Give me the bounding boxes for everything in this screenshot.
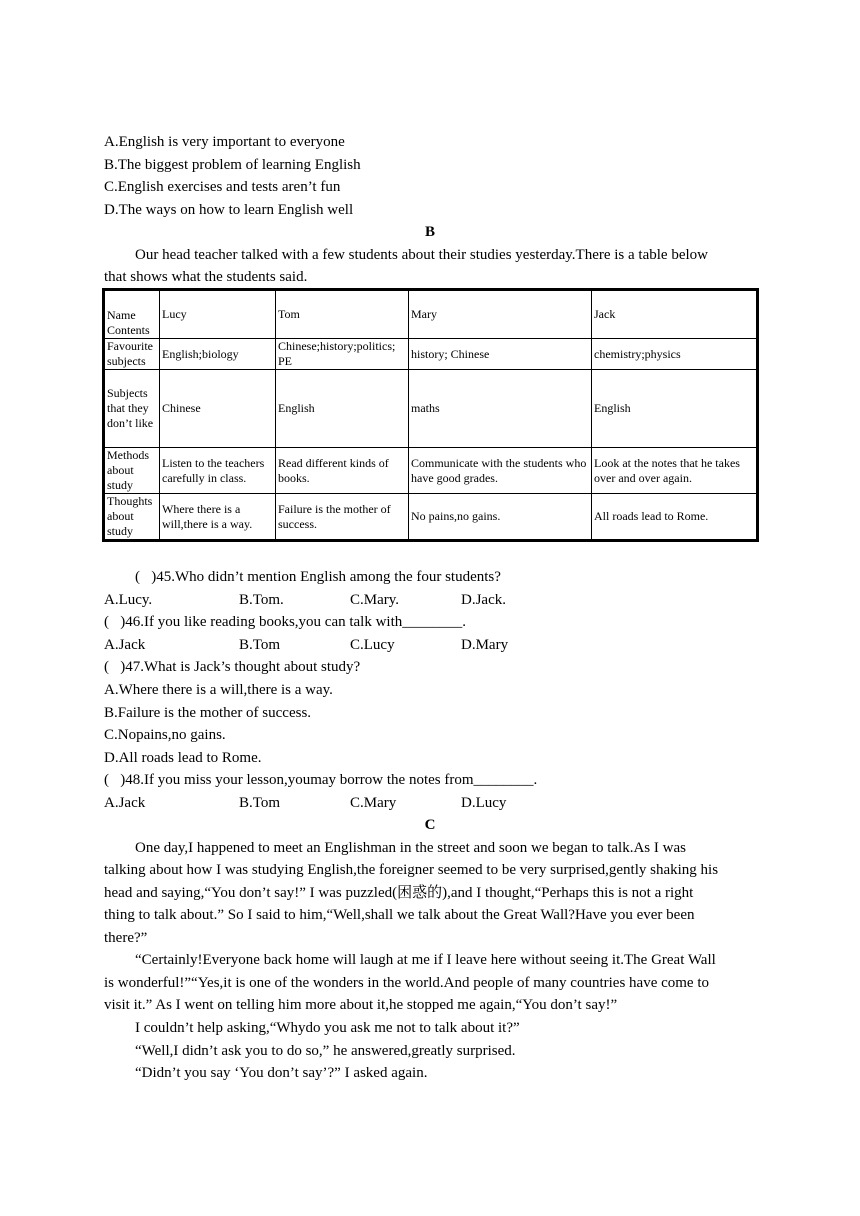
q45-option-d: D.Jack. [461, 592, 506, 608]
corner-name-label: Name [107, 308, 136, 322]
table-cell: Where there is a will,there is a way. [160, 494, 276, 541]
option-b: B.The biggest problem of learning English [104, 157, 361, 173]
table-cell: chemistry;physics [592, 339, 758, 370]
passage-line: talking about how I was studying English,the foreigner seemed to be very surprised,gently shaking his [104, 862, 719, 878]
q48-option-b: B.Tom [239, 795, 281, 811]
table-cell: Listen to the teachers carefully in class. [160, 448, 276, 494]
header-name-tom: Tom [276, 290, 409, 339]
q46-option-d: D.Mary [461, 637, 509, 653]
passage-line: is wonderful!”“Yes,it is one of the wonders in the world.And people of many countries have come to [104, 975, 710, 991]
q47-option-c: C.Nopains,no gains. [104, 727, 226, 743]
table-cell: English;biology [160, 339, 276, 370]
question-47-stem: ( )47.What is Jack’s thought about study? [104, 659, 361, 675]
table-corner-cell [104, 290, 160, 339]
passage-line: “Certainly!Everyone back home will laugh at me if I leave here without seeing it.The Great Wall [135, 952, 716, 968]
option-c: C.English exercises and tests aren’t fun [104, 179, 341, 195]
corner-contents-label: Contents [107, 323, 150, 337]
passage-line: “Well,I didn’t ask you to do so,” he answered,greatly surprised. [135, 1043, 516, 1059]
option-a: A.English is very important to everyone [104, 134, 345, 150]
row-label: Subjects that they don’t like [104, 370, 160, 448]
table-cell: English [592, 370, 758, 448]
table-cell: Failure is the mother of success. [276, 494, 409, 541]
q45-option-b: B.Tom. [239, 592, 284, 608]
table-row [104, 448, 758, 494]
student-study-table [102, 288, 759, 542]
table-cell: Chinese;history;politics; PE [276, 339, 409, 370]
q46-option-c: C.Lucy [350, 637, 395, 653]
table-row [104, 494, 758, 541]
passage-line: thing to talk about.” So I said to him,“Well,shall we talk about the Great Wall?Have you ever been [104, 907, 695, 923]
passage-line: “Didn’t you say ‘You don’t say’?” I asked again. [135, 1065, 428, 1081]
passage-line: visit it.” As I went on telling him more about it,he stopped me again,“You don’t say!” [104, 997, 618, 1013]
q48-option-d: D.Lucy [461, 795, 507, 811]
section-b-heading: B [424, 224, 435, 240]
table-cell: Read different kinds of books. [276, 448, 409, 494]
q45-option-a: A.Lucy. [104, 592, 153, 608]
header-name-jack: Jack [592, 290, 758, 339]
question-45-stem: ( )45.Who didn’t mention English among the four students? [135, 569, 501, 585]
header-name-lucy: Lucy [160, 290, 276, 339]
q45-option-c: C.Mary. [350, 592, 400, 608]
header-name-mary: Mary [409, 290, 592, 339]
row-label: Favourite subjects [104, 339, 160, 370]
passage-line: head and saying,“You don’t say!” I was puzzled(困惑的),and I thought,“Perhaps this is not a right [104, 885, 694, 901]
table-cell: Communicate with the students who have good grades. [409, 448, 592, 494]
q47-option-b: B.Failure is the mother of success. [104, 705, 312, 721]
passage-line: One day,I happened to meet an Englishman in the street and soon we began to talk.As I was [135, 840, 686, 856]
table-cell: No pains,no gains. [409, 494, 592, 541]
table-cell: Look at the notes that he takes over and over again. [592, 448, 758, 494]
table-cell: maths [409, 370, 592, 448]
row-label: Thoughts about study [104, 494, 160, 541]
q46-option-b: B.Tom [239, 637, 281, 653]
table-cell: history; Chinese [409, 339, 592, 370]
table-row [104, 370, 758, 448]
section-b-intro-line1: Our head teacher talked with a few students about their studies yesterday.There is a table below [135, 247, 708, 263]
q47-option-a: A.Where there is a will,there is a way. [104, 682, 333, 698]
table-cell: English [276, 370, 409, 448]
row-label: Methods about study [104, 448, 160, 494]
table-cell: Chinese [160, 370, 276, 448]
passage-line: there?” [104, 930, 148, 946]
q48-option-a: A.Jack [104, 795, 146, 811]
question-46-stem: ( )46.If you like reading books,you can talk with________. [104, 614, 467, 630]
q48-option-c: C.Mary [350, 795, 397, 811]
question-48-stem: ( )48.If you miss your lesson,youmay borrow the notes from________. [104, 772, 538, 788]
q46-option-a: A.Jack [104, 637, 146, 653]
table-header-row [104, 290, 758, 339]
section-b-intro-line2: that shows what the students said. [104, 269, 308, 285]
passage-line: I couldn’t help asking,“Whydo you ask me not to talk about it?” [135, 1020, 520, 1036]
q47-option-d: D.All roads lead to Rome. [104, 750, 262, 766]
table-cell: All roads lead to Rome. [592, 494, 758, 541]
table-row [104, 339, 758, 370]
option-d: D.The ways on how to learn English well [104, 202, 354, 218]
section-c-heading: C [424, 817, 436, 833]
